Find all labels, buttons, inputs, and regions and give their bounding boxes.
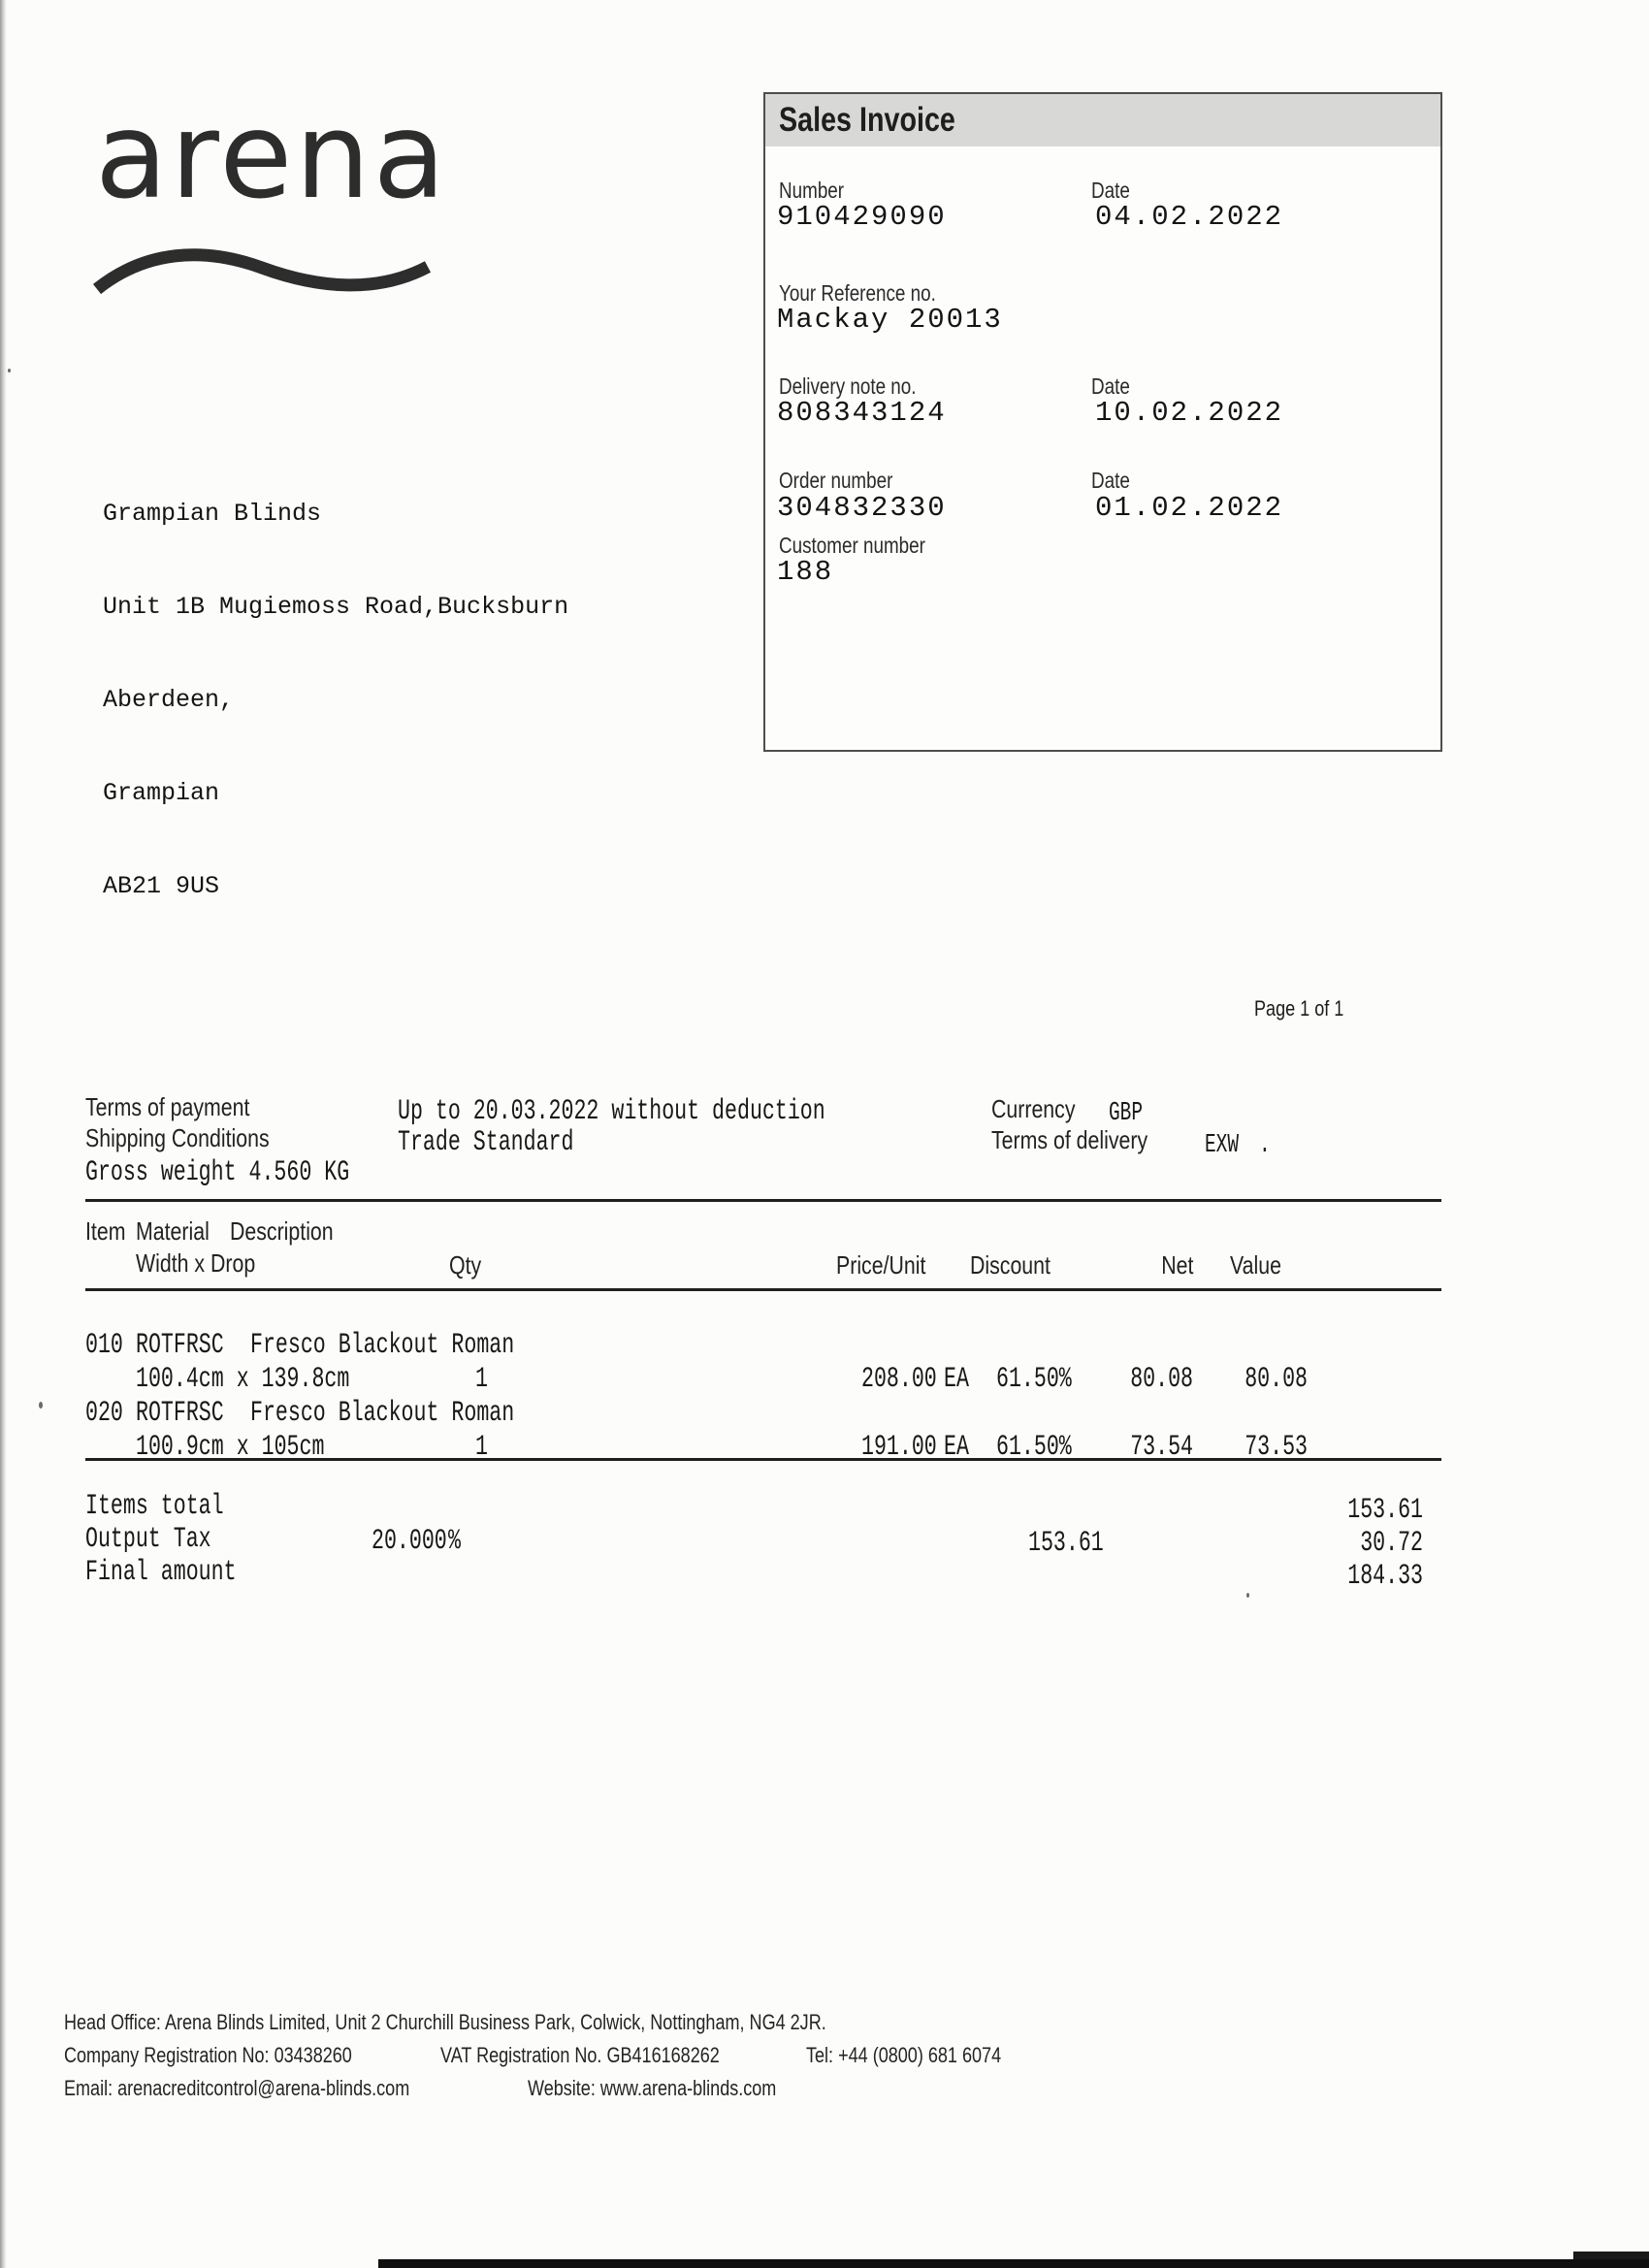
delivery-date-value: 10.02.2022 bbox=[1095, 397, 1284, 429]
items-total-value: 153.61 bbox=[1347, 1494, 1423, 1527]
header-qty: Qty bbox=[449, 1250, 482, 1280]
recipient-line: AB21 9US bbox=[103, 872, 220, 900]
invoice-number-value: 910429090 bbox=[777, 201, 947, 233]
currency-label: Currency bbox=[991, 1094, 1076, 1123]
unit-cell: EA bbox=[944, 1431, 969, 1464]
scan-speckle bbox=[8, 369, 11, 373]
footer-email: Email: arenacreditcontrol@arena-blinds.com bbox=[64, 2076, 410, 2100]
shipping-conditions-label: Shipping Conditions bbox=[85, 1123, 270, 1152]
net-cell: 73.54 bbox=[1130, 1431, 1193, 1464]
footer-registrations bbox=[64, 2043, 1044, 2068]
price-cell: 208.00 bbox=[861, 1363, 937, 1396]
final-amount-label: Final amount bbox=[85, 1556, 237, 1589]
terms-of-delivery-label: Terms of delivery bbox=[991, 1125, 1148, 1154]
invoice-date-value: 04.02.2022 bbox=[1095, 201, 1284, 233]
price-cell: 191.00 bbox=[861, 1431, 937, 1464]
discount-cell: 61.50% bbox=[996, 1363, 1072, 1396]
output-tax-rate: 20.000 bbox=[372, 1525, 447, 1558]
terms-of-delivery-suffix: . bbox=[1259, 1131, 1271, 1160]
recipient-line: Grampian bbox=[103, 779, 220, 807]
recipient-line: Aberdeen, bbox=[103, 686, 235, 714]
footer-company-reg: Company Registration No: 03438260 bbox=[64, 2043, 352, 2067]
invoice-number-label: Number bbox=[779, 178, 845, 203]
value-cell: 73.53 bbox=[1245, 1431, 1308, 1464]
invoice-title: Sales Invoice bbox=[779, 101, 955, 139]
footer-vat-reg: VAT Registration No. GB416168262 bbox=[440, 2043, 720, 2067]
recipient-line: Grampian Blinds bbox=[103, 500, 322, 528]
currency-value: GBP bbox=[1109, 1099, 1143, 1128]
footer-tel: Tel: +44 (0800) 681 6074 bbox=[806, 2043, 1002, 2067]
description-cell: Fresco Blackout Roman bbox=[250, 1329, 515, 1362]
delivery-note-value: 808343124 bbox=[777, 397, 947, 429]
terms-of-delivery-value: EXW bbox=[1205, 1131, 1239, 1160]
order-number-value: 304832330 bbox=[777, 492, 947, 524]
unit-cell: EA bbox=[944, 1363, 969, 1396]
terms-of-payment-value: Up to 20.03.2022 without deduction bbox=[398, 1095, 825, 1128]
delivery-date-label: Date bbox=[1091, 373, 1130, 399]
width-drop-cell: 100.4cm x 139.8cm bbox=[136, 1363, 350, 1396]
qty-cell: 1 bbox=[475, 1363, 488, 1396]
table-top-rule bbox=[85, 1199, 1441, 1202]
output-tax-amount: 30.72 bbox=[1360, 1527, 1423, 1560]
invoice-date-label: Date bbox=[1091, 178, 1130, 203]
order-date-label: Date bbox=[1091, 468, 1130, 493]
shipping-conditions-value: Trade Standard bbox=[398, 1126, 574, 1159]
recipient-line: Unit 1B Mugiemoss Road,Bucksburn bbox=[103, 593, 569, 621]
header-discount: Discount bbox=[970, 1250, 1051, 1280]
arena-logo-swoosh-icon bbox=[92, 243, 434, 299]
item-cell: 020 bbox=[85, 1397, 123, 1430]
delivery-note-label: Delivery note no. bbox=[779, 373, 917, 399]
items-total-label: Items total bbox=[85, 1490, 224, 1523]
scan-edge-artifact bbox=[0, 0, 7, 2268]
footer-head-office: Head Office: Arena Blinds Limited, Unit 2 Churchill Business Park, Colwick, Nottingham, NG4 2JR. bbox=[64, 2010, 826, 2034]
order-number-label: Order number bbox=[779, 468, 893, 493]
arena-logo bbox=[95, 87, 449, 225]
header-description: Description bbox=[230, 1216, 334, 1246]
discount-cell: 61.50% bbox=[996, 1431, 1072, 1464]
reference-label: Your Reference no. bbox=[779, 280, 936, 306]
page-indicator: Page 1 of 1 bbox=[1254, 996, 1344, 1021]
net-cell: 80.08 bbox=[1130, 1363, 1193, 1396]
terms-of-payment-label: Terms of payment bbox=[85, 1092, 250, 1121]
scan-speckle bbox=[39, 1402, 43, 1409]
qty-cell: 1 bbox=[475, 1431, 488, 1464]
material-cell: ROTFRSC bbox=[136, 1329, 224, 1362]
header-value: Value bbox=[1230, 1250, 1281, 1280]
footer-website: Website: www.arena-blinds.com bbox=[528, 2076, 777, 2100]
description-cell: Fresco Blackout Roman bbox=[250, 1397, 515, 1430]
final-amount-value: 184.33 bbox=[1347, 1560, 1423, 1593]
reference-value: Mackay 20013 bbox=[777, 304, 1003, 336]
table-header-rule bbox=[85, 1288, 1441, 1291]
header-material: Material bbox=[136, 1216, 210, 1246]
recipient-address bbox=[103, 437, 568, 964]
invoice-header-box bbox=[763, 92, 1442, 752]
output-tax-base: 153.61 bbox=[1028, 1527, 1104, 1560]
arena-logo-text: arena bbox=[95, 87, 449, 225]
header-item: Item bbox=[85, 1216, 126, 1246]
order-date-value: 01.02.2022 bbox=[1095, 492, 1284, 524]
header-net: Net bbox=[1160, 1250, 1193, 1280]
scan-bottom-bar bbox=[378, 2259, 1649, 2268]
footer-contacts bbox=[64, 2076, 831, 2101]
header-width-drop: Width x Drop bbox=[136, 1248, 256, 1278]
scan-speckle bbox=[1246, 1593, 1249, 1598]
header-price-unit: Price/Unit bbox=[836, 1250, 926, 1280]
material-cell: ROTFRSC bbox=[136, 1397, 224, 1430]
customer-number-label: Customer number bbox=[779, 533, 925, 558]
gross-weight: Gross weight 4.560 KG bbox=[85, 1156, 350, 1189]
value-cell: 80.08 bbox=[1245, 1363, 1308, 1396]
width-drop-cell: 100.9cm x 105cm bbox=[136, 1431, 325, 1464]
item-cell: 010 bbox=[85, 1329, 123, 1362]
output-tax-percent: % bbox=[448, 1525, 461, 1558]
invoice-title-band bbox=[765, 94, 1440, 146]
output-tax-label: Output Tax bbox=[85, 1523, 211, 1556]
customer-number-value: 188 bbox=[777, 556, 834, 588]
